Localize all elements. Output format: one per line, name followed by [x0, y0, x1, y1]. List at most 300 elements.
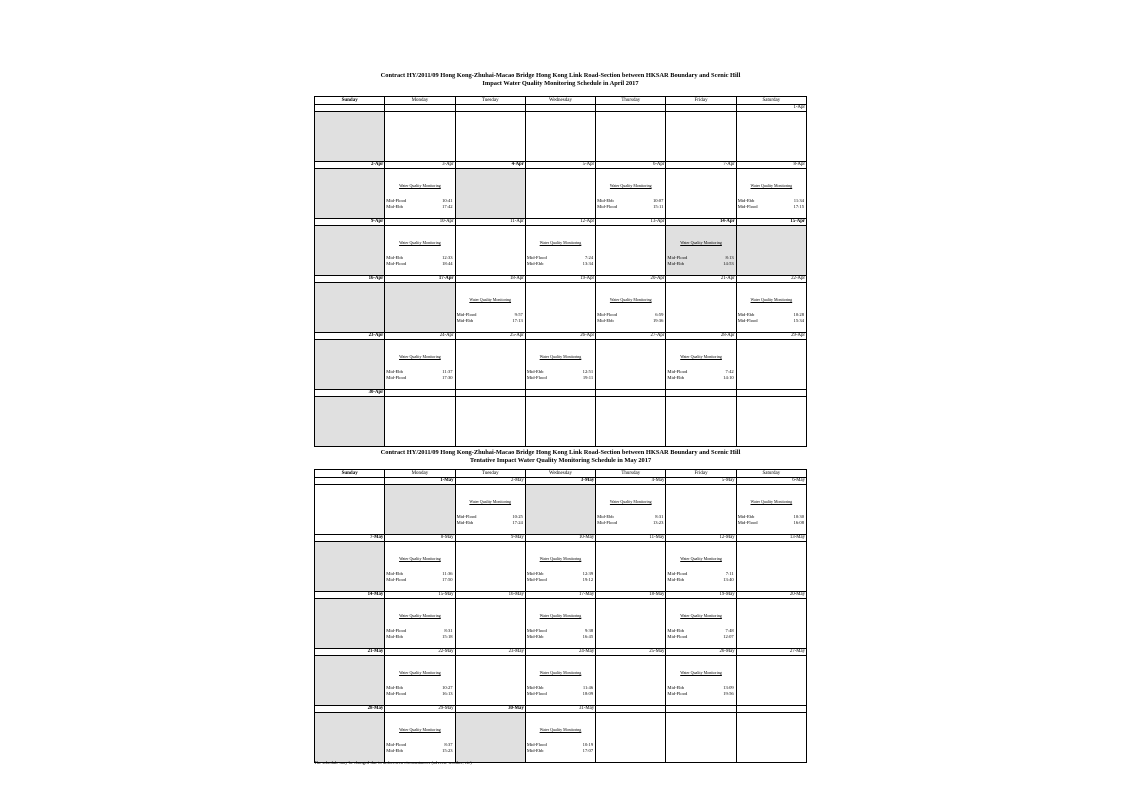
date-label: 18-May [596, 592, 666, 599]
date-label: 26-May [666, 649, 736, 656]
content-row [315, 169, 807, 219]
monitoring-label: Water Quality Monitoring [609, 499, 652, 504]
day-cell [315, 485, 385, 535]
tide-time: 13:09 [723, 685, 734, 690]
weekday-header: Friday [666, 470, 736, 478]
tide-line [386, 634, 452, 639]
day-cell [666, 340, 736, 390]
date-label: 27-Apr [596, 333, 666, 340]
tide-line [597, 318, 663, 323]
tide-name: Mid-Flood [526, 577, 547, 582]
monitoring-label: Water Quality Monitoring [680, 670, 722, 675]
day-cell [525, 169, 595, 219]
weekday-header: Thursday [596, 470, 666, 478]
tide-time: 9:57 [514, 312, 523, 317]
tide-time: 19:36 [652, 318, 664, 323]
day-cell [455, 340, 525, 390]
may-title-line1: Contract HY/2011/09 Hong Kong-Zhuhai-Macao Bridge Hong Kong Link Road-Section between HKSAR Boundary and Scenic Hill [380, 449, 741, 456]
tide-time: 7:48 [725, 628, 734, 633]
date-label: 28-May [315, 706, 385, 713]
day-cell [455, 226, 525, 276]
tide-name: Mid-Flood [667, 634, 688, 639]
tide-line [386, 577, 452, 582]
day-cell [666, 397, 736, 447]
tide-name: Mid-Ebb [386, 571, 403, 576]
date-label [596, 706, 666, 713]
day-cell [596, 169, 666, 219]
day-cell [315, 169, 385, 219]
tide-time: 19:12 [582, 577, 594, 582]
tide-name: Mid-Ebb [667, 685, 684, 690]
tide-name: Mid-Flood [597, 520, 618, 525]
tide-time: 15:34 [793, 318, 804, 323]
day-cell [736, 283, 806, 333]
tide-time: 10:27 [442, 685, 453, 690]
tide-time: 12:33 [442, 255, 453, 260]
monitoring-label: Water Quality Monitoring [539, 670, 582, 675]
date-label: 23-Apr [315, 333, 385, 340]
tide-time: 7:24 [584, 255, 594, 260]
day-cell [736, 656, 806, 706]
date-label: 10-May [525, 535, 595, 542]
day-cell [596, 397, 666, 447]
tide-name: Mid-Ebb [737, 198, 755, 203]
tide-name: Mid-Flood [737, 318, 758, 323]
day-cell [525, 656, 595, 706]
tide-line [738, 318, 804, 323]
tide-name: Mid-Flood [597, 204, 618, 209]
date-label: 21-Apr [666, 276, 736, 283]
day-cell [385, 656, 455, 706]
date-label: 7-Apr [666, 162, 736, 169]
day-cell [525, 542, 595, 592]
tide-name: Mid-Flood [526, 628, 547, 633]
tide-time: 15:11 [653, 204, 664, 209]
day-cell [455, 397, 525, 447]
tide-name: Mid-Flood [667, 571, 688, 576]
monitoring-label: Water Quality Monitoring [399, 354, 441, 359]
tide-time: 11:46 [582, 685, 594, 690]
day-cell [596, 340, 666, 390]
date-label: 9-Apr [315, 219, 385, 226]
day-cell [666, 599, 736, 649]
day-cell [736, 599, 806, 649]
day-cell [385, 713, 455, 763]
tide-name: Mid-Ebb [526, 369, 544, 374]
tide-line [457, 318, 523, 323]
day-cell [525, 485, 595, 535]
tide-time: 17:13 [512, 318, 523, 323]
date-row [315, 276, 807, 283]
date-label: 14-Apr [666, 219, 736, 226]
day-cell [385, 485, 455, 535]
date-label: 5-Apr [525, 162, 595, 169]
tide-line [386, 628, 452, 633]
tide-line [527, 742, 593, 747]
tide-time: 17:07 [582, 748, 594, 753]
tide-time: 11:34 [793, 198, 804, 203]
day-cell [385, 542, 455, 592]
april-title-line1: Contract HY/2011/09 Hong Kong-Zhuhai-Macao Bridge Hong Kong Link Road-Section between HKSAR Boundary and Scenic Hill [380, 72, 741, 79]
date-row [315, 219, 807, 226]
date-label: 23-May [455, 649, 525, 656]
tide-time: 10:07 [652, 198, 664, 203]
tide-time: 16:13 [442, 691, 453, 696]
date-label: 22-May [385, 649, 455, 656]
date-label: 19-May [666, 592, 736, 599]
monitoring-label: Water Quality Monitoring [399, 727, 441, 732]
tide-name: Mid-Ebb [456, 318, 474, 323]
tide-time: 12:07 [723, 634, 734, 639]
tide-name: Mid-Flood [597, 312, 618, 317]
tide-name: Mid-Ebb [526, 748, 544, 753]
date-label: 28-Apr [666, 333, 736, 340]
content-row [315, 397, 807, 447]
weekday-header: Tuesday [455, 470, 525, 478]
tide-name: Mid-Flood [456, 514, 477, 519]
day-cell [666, 656, 736, 706]
date-label: 3-Apr [385, 162, 455, 169]
content-row [315, 713, 807, 763]
tide-time: 11:37 [442, 369, 453, 374]
day-cell [385, 599, 455, 649]
tide-line [386, 261, 452, 266]
tide-name: Mid-Ebb [386, 255, 403, 260]
tide-name: Mid-Flood [667, 369, 688, 374]
day-cell [596, 599, 666, 649]
tide-line [667, 571, 733, 576]
monitoring-label: Water Quality Monitoring [750, 183, 793, 188]
tide-line [527, 577, 593, 582]
monitoring-label: Water Quality Monitoring [539, 727, 582, 732]
date-label: 30-Apr [315, 390, 385, 397]
tide-line [667, 691, 733, 696]
monitoring-label: Water Quality Monitoring [750, 297, 793, 302]
tide-name: Mid-Ebb [386, 748, 403, 753]
monitoring-label: Water Quality Monitoring [399, 183, 441, 188]
weekday-header: Wednesday [525, 470, 595, 478]
tide-name: Mid-Flood [386, 628, 407, 633]
tide-name: Mid-Flood [526, 691, 547, 696]
date-label [596, 390, 666, 397]
date-label: 31-May [525, 706, 595, 713]
monitoring-label: Water Quality Monitoring [539, 240, 582, 245]
day-cell [455, 656, 525, 706]
tide-name: Mid-Ebb [386, 204, 403, 209]
tide-line [597, 514, 663, 519]
date-label: 16-Apr [315, 276, 385, 283]
date-label: 20-Apr [596, 276, 666, 283]
day-cell [736, 112, 806, 162]
date-label [525, 390, 595, 397]
tide-name: Mid-Flood [386, 691, 407, 696]
tide-time: 19:56 [723, 691, 734, 696]
content-row [315, 283, 807, 333]
date-label: 18-Apr [455, 276, 525, 283]
tide-time: 9:38 [584, 628, 594, 633]
tide-line [527, 691, 593, 696]
date-label: 3-May [525, 478, 595, 485]
tide-time: 17:42 [442, 204, 453, 209]
tide-name: Mid-Flood [386, 375, 407, 380]
date-label [736, 390, 806, 397]
tide-time: 17:24 [512, 520, 523, 525]
tide-name: Mid-Ebb [667, 628, 684, 633]
tide-line [527, 375, 593, 380]
tide-name: Mid-Flood [526, 375, 547, 380]
tide-time: 15:18 [442, 634, 453, 639]
date-label: 24-May [525, 649, 595, 656]
tide-time: 14:10 [723, 375, 734, 380]
date-row [315, 535, 807, 542]
date-label: 11-Apr [455, 219, 525, 226]
tide-line [667, 577, 733, 582]
day-cell [385, 283, 455, 333]
day-cell [666, 112, 736, 162]
day-cell [385, 397, 455, 447]
weekday-header: Wednesday [525, 97, 595, 105]
date-label: 9-May [455, 535, 525, 542]
tide-time: 6:59 [655, 312, 664, 317]
tide-line [386, 742, 452, 747]
date-label: 20-May [736, 592, 806, 599]
tide-time: 13:40 [723, 577, 734, 582]
date-label [385, 390, 455, 397]
date-row [315, 592, 807, 599]
tide-name: Mid-Ebb [386, 685, 403, 690]
date-row [315, 478, 807, 485]
date-row [315, 105, 807, 112]
tide-line [457, 312, 523, 317]
tide-line [597, 198, 663, 203]
tide-line [527, 571, 593, 576]
day-cell [736, 226, 806, 276]
tide-time: 10:30 [793, 514, 804, 519]
tide-name: Mid-Ebb [386, 369, 403, 374]
tide-time: 10:41 [442, 198, 453, 203]
tide-line [386, 204, 452, 209]
tide-line [527, 261, 593, 266]
date-label: 8-Apr [736, 162, 806, 169]
tide-time: 17:50 [442, 577, 453, 582]
weekday-header: Friday [666, 97, 736, 105]
day-cell [455, 542, 525, 592]
date-label [666, 105, 736, 112]
day-cell [666, 485, 736, 535]
date-label: 15-May [385, 592, 455, 599]
tide-time: 12:39 [582, 571, 594, 576]
tide-time: 13:23 [652, 520, 664, 525]
day-cell [315, 397, 385, 447]
day-cell [596, 713, 666, 763]
tide-time: 18:44 [442, 261, 453, 266]
day-cell [385, 340, 455, 390]
monitoring-label: Water Quality Monitoring [680, 556, 722, 561]
monitoring-label: Water Quality Monitoring [680, 240, 722, 245]
day-cell [455, 169, 525, 219]
date-label: 17-Apr [385, 276, 455, 283]
date-label: 24-Apr [385, 333, 455, 340]
date-row [315, 162, 807, 169]
day-cell [596, 112, 666, 162]
date-label: 5-May [666, 478, 736, 485]
monitoring-label: Water Quality Monitoring [469, 499, 512, 504]
date-label: 12-May [666, 535, 736, 542]
date-label: 14-May [315, 592, 385, 599]
date-label: 10-Apr [385, 219, 455, 226]
weekday-header: Saturday [736, 470, 806, 478]
date-label: 12-Apr [525, 219, 595, 226]
date-label: 22-Apr [736, 276, 806, 283]
day-cell [385, 226, 455, 276]
date-label: 4-May [596, 478, 666, 485]
tide-name: Mid-Flood [667, 691, 688, 696]
day-cell [525, 112, 595, 162]
day-cell [455, 485, 525, 535]
april-title [314, 72, 807, 88]
day-cell [736, 340, 806, 390]
day-cell [666, 283, 736, 333]
date-label: 13-May [736, 535, 806, 542]
day-cell [525, 397, 595, 447]
april-title-line2: Impact Water Quality Monitoring Schedule in April 2017 [482, 80, 639, 87]
tide-name: Mid-Ebb [526, 634, 544, 639]
tide-time: 10:28 [793, 312, 804, 317]
date-label [315, 105, 385, 112]
tide-name: Mid-Flood [526, 255, 547, 260]
tide-line [667, 255, 733, 260]
tide-name: Mid-Flood [386, 577, 407, 582]
date-label [666, 706, 736, 713]
monitoring-label: Water Quality Monitoring [750, 499, 793, 504]
date-label [736, 706, 806, 713]
tide-time: 8:13 [725, 255, 734, 260]
content-row [315, 112, 807, 162]
tide-time: 8:37 [444, 742, 453, 747]
date-label [455, 390, 525, 397]
monitoring-label: Water Quality Monitoring [680, 354, 722, 359]
weekday-header-row [315, 97, 807, 105]
tide-name: Mid-Flood [667, 255, 688, 260]
tide-time: 10:25 [512, 514, 523, 519]
tide-name: Mid-Ebb [667, 261, 684, 266]
day-cell [736, 713, 806, 763]
tide-line [386, 369, 452, 374]
tide-line [527, 255, 593, 260]
date-label: 2-Apr [315, 162, 385, 169]
day-cell [666, 226, 736, 276]
tide-line [386, 255, 452, 260]
weekday-header: Monday [385, 97, 455, 105]
monitoring-label: Water Quality Monitoring [680, 613, 722, 618]
april-calendar-table [314, 96, 807, 447]
content-row [315, 599, 807, 649]
day-cell [315, 713, 385, 763]
tide-line [738, 520, 804, 525]
tide-time: 14:53 [723, 261, 734, 266]
monitoring-label: Water Quality Monitoring [539, 613, 582, 618]
day-cell [315, 112, 385, 162]
tide-name: Mid-Flood [737, 520, 758, 525]
date-label: 7-May [315, 535, 385, 542]
date-label [385, 105, 455, 112]
day-cell [596, 542, 666, 592]
day-cell [666, 542, 736, 592]
date-label: 4-Apr [455, 162, 525, 169]
tide-time: 12:51 [582, 369, 594, 374]
tide-line [738, 514, 804, 519]
tide-time: 16:08 [793, 520, 804, 525]
tide-name: Mid-Ebb [386, 634, 403, 639]
day-cell [315, 542, 385, 592]
tide-line [597, 312, 663, 317]
tide-name: Mid-Flood [386, 261, 407, 266]
day-cell [736, 169, 806, 219]
date-label: 29-Apr [736, 333, 806, 340]
weekday-header: Sunday [315, 470, 385, 478]
date-label [525, 105, 595, 112]
day-cell [455, 713, 525, 763]
weekday-header-row [315, 470, 807, 478]
tide-line [527, 685, 593, 690]
day-cell [315, 340, 385, 390]
tide-line [527, 628, 593, 633]
date-label: 21-May [315, 649, 385, 656]
tide-name: Mid-Ebb [597, 318, 614, 323]
tide-time: 18:09 [582, 691, 594, 696]
monitoring-label: Water Quality Monitoring [399, 613, 441, 618]
date-label: 26-Apr [525, 333, 595, 340]
date-label: 13-Apr [596, 219, 666, 226]
monitoring-label: Water Quality Monitoring [399, 240, 441, 245]
tide-line [457, 520, 523, 525]
monitoring-label: Water Quality Monitoring [539, 556, 582, 561]
tide-time: 11:36 [442, 571, 453, 576]
tide-line [457, 514, 523, 519]
weekday-header: Monday [385, 470, 455, 478]
tide-line [386, 748, 452, 753]
tide-name: Mid-Flood [456, 312, 477, 317]
tide-name: Mid-Ebb [526, 685, 544, 690]
tide-name: Mid-Ebb [667, 577, 684, 582]
date-label: 19-Apr [525, 276, 595, 283]
monitoring-label: Water Quality Monitoring [609, 297, 652, 302]
tide-line [386, 375, 452, 380]
tide-name: Mid-Ebb [597, 514, 614, 519]
date-label: 1-Apr [736, 105, 806, 112]
tide-name: Mid-Flood [386, 198, 407, 203]
day-cell [455, 599, 525, 649]
weekday-header: Saturday [736, 97, 806, 105]
date-label [666, 390, 736, 397]
date-label: 8-May [385, 535, 455, 542]
monitoring-label: Water Quality Monitoring [539, 354, 582, 359]
tide-line [527, 369, 593, 374]
tide-line [738, 204, 804, 209]
tide-time: 17:15 [793, 204, 804, 209]
date-label: 15-Apr [736, 219, 806, 226]
date-row [315, 333, 807, 340]
day-cell [315, 226, 385, 276]
content-row [315, 340, 807, 390]
date-row [315, 649, 807, 656]
tide-name: Mid-Flood [737, 204, 758, 209]
day-cell [525, 599, 595, 649]
date-label: 29-May [385, 706, 455, 713]
day-cell [525, 340, 595, 390]
content-row [315, 542, 807, 592]
tide-line [386, 685, 452, 690]
